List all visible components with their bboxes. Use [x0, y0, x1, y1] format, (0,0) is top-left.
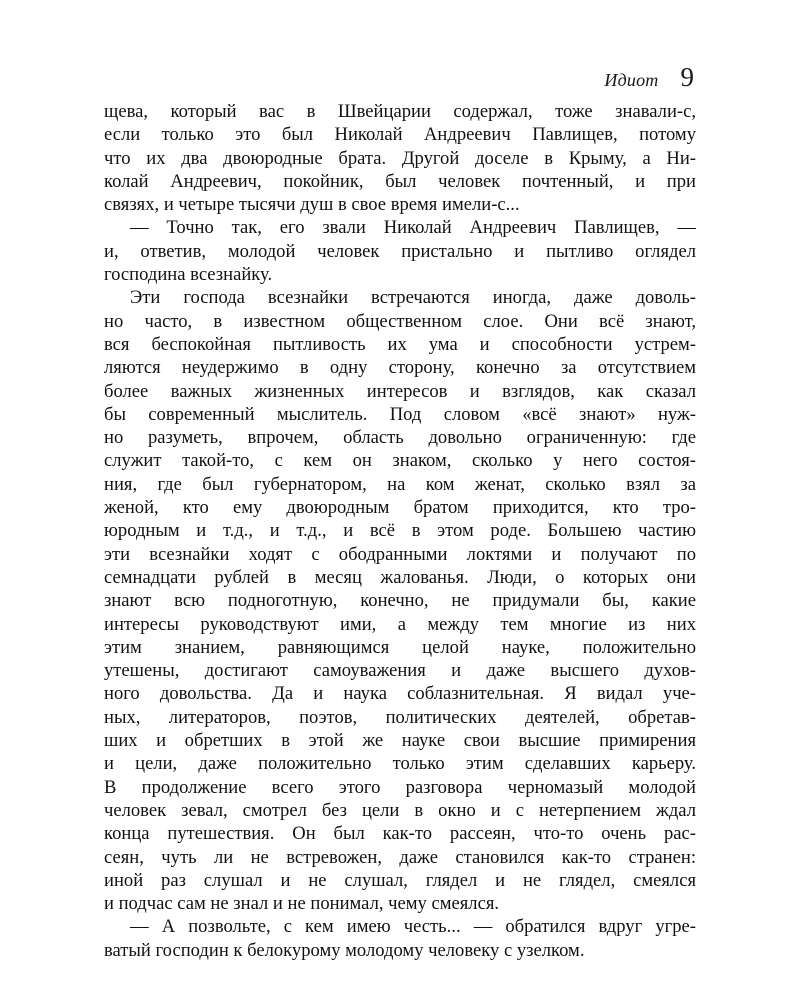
text-line: но разуметь, впрочем, область довольно ограниченную: где [104, 427, 696, 449]
text-line: если только это был Николай Андреевич Павлищев, потому [104, 124, 696, 146]
paragraph [104, 915, 696, 962]
text-line: ного довольства. Да и наука соблазнительная. Я видал уче- [104, 683, 696, 705]
text-line: и подчас сам не знал и не понимал, чему смеялся. [104, 893, 500, 915]
text-line: и цели, даже положительно только этим сделавших карьеру. [104, 753, 696, 775]
text-line: сеян, чуть ли не встревожен, даже становился как-то странен: [104, 846, 696, 868]
text-line: ния, где был губернатором, на ком женат, сколько взял за [104, 473, 696, 495]
text-line: знают всю подноготную, конечно, не придумали бы, какие [104, 590, 696, 612]
text-line: эти всезнайки ходят с ободранными локтями и получают по [104, 543, 696, 565]
text-line: ших и обретших в этой же науке свои высшие примирения [104, 730, 696, 752]
text-line: семнадцати рублей в месяц жалованья. Люди, о которых они [104, 566, 696, 588]
text-line: что их два двоюродные брата. Другой доселе в Крыму, а Ни- [104, 147, 696, 169]
paragraph [104, 216, 696, 286]
running-head [604, 64, 694, 96]
book-title: Идиот [604, 70, 659, 90]
text-line: ных, литераторов, поэтов, политических деятелей, обретав- [104, 706, 696, 728]
text-line: — Точно так, его звали Николай Андреевич Павлищев, — [130, 217, 696, 239]
text-line: связях, и четыре тысячи душ в свое время имели-с... [104, 194, 520, 216]
text-line: Эти господа всезнайки встречаются иногда, даже доволь- [130, 287, 696, 309]
paragraph [104, 286, 696, 915]
paragraph [104, 100, 696, 216]
text-line: и, ответив, молодой человек пристально и пытливо оглядел [104, 240, 696, 262]
text-line: конца путешествия. Он был как-то рассеян, что-то очень рас- [104, 823, 696, 845]
text-line: интересы руководствуют ими, а между тем многие из них [104, 613, 696, 635]
text-line: более важных жизненных интересов и взглядов, как сказал [104, 380, 696, 402]
text-line: служит такой-то, с кем он знаком, сколько у него состоя- [104, 450, 696, 472]
text-line: щева, который вас в Швейцарии содержал, тоже знавали-с, [104, 101, 696, 122]
text-line: этим знанием, равняющимся целой науке, положительно [104, 636, 696, 658]
text-line: женой, кто ему двоюродным братом приходится, кто тро- [104, 497, 696, 519]
text-line: В продолжение всего этого разговора черномазый молодой [104, 776, 696, 798]
text-line: бы современный мыслитель. Под словом «всё знают» нуж- [104, 403, 696, 425]
text-line: — А позвольте, с кем имею честь... — обратился вдруг угре- [130, 916, 696, 938]
text-line: юродным и т.д., и т.д., и всё в этом роде. Большею частию [104, 520, 696, 542]
text-line: господина всезнайку. [104, 264, 273, 286]
text-line: утешены, достигают самоуважения и даже высшего духов- [104, 660, 696, 682]
text-line: ватый господин к белокурому молодому человеку с узелком. [104, 939, 585, 961]
text-line: иной раз слушал и не слушал, глядел и не глядел, смеялся [104, 869, 696, 891]
body-text [104, 100, 696, 962]
text-line: человек зевал, смотрел без цели в окно и с нетерпением ждал [104, 799, 696, 821]
text-line: но часто, в известном общественном слое. Они всё знают, [104, 310, 696, 332]
text-line: ляются неудержимо в одну сторону, конечно за отсутствием [104, 357, 696, 379]
text-line: вся беспокойная пытливость их ума и способности устрем- [104, 333, 696, 355]
page-number: 9 [680, 62, 694, 92]
text-line: колай Андреевич, покойник, был человек почтенный, и при [104, 170, 696, 192]
